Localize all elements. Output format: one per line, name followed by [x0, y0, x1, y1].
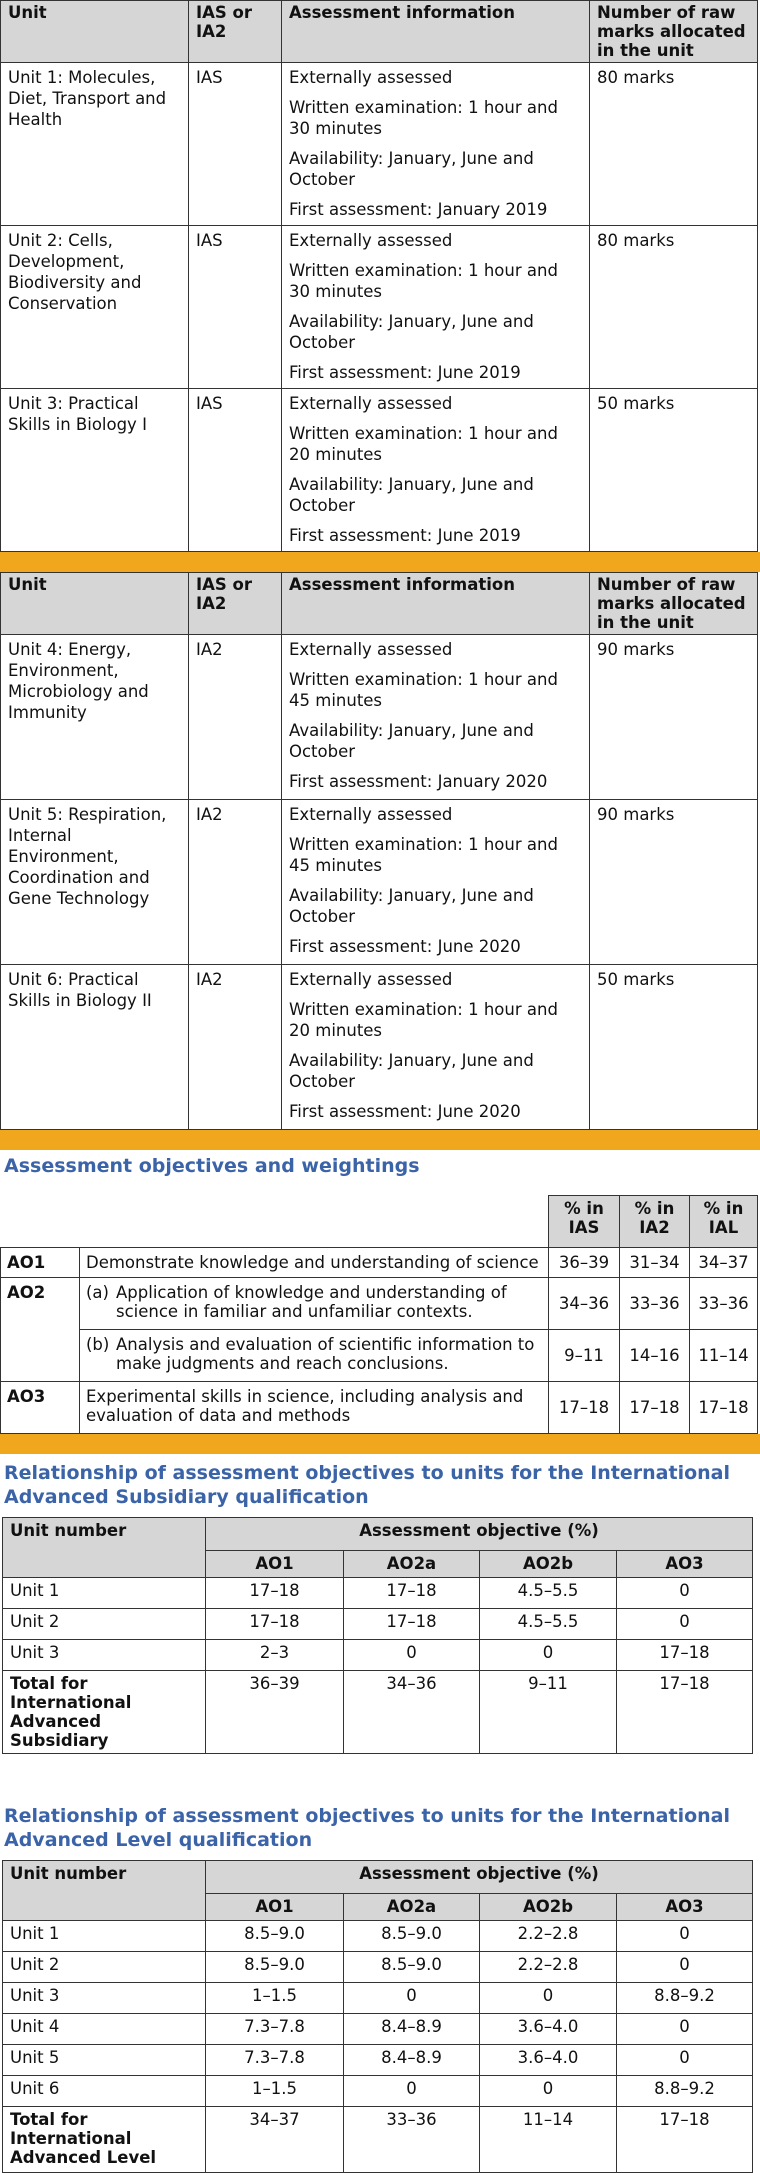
ao-description	[80, 1278, 549, 1330]
col-header: AO2b	[480, 1551, 617, 1578]
ao-value: 17–18	[620, 1382, 690, 1434]
info-line: Written examination: 1 hour and 30 minutes	[289, 98, 558, 138]
unit-marks: 80 marks	[590, 63, 758, 226]
table-cell: 2.2–2.8	[480, 1952, 617, 1983]
table-cell: 0	[480, 2076, 617, 2107]
assessment-objective-header: Assessment objective (%)	[206, 1518, 753, 1551]
unit-header: Unit	[1, 573, 189, 635]
ao-code: AO2	[1, 1278, 80, 1382]
table-row	[3, 1952, 753, 1983]
table-cell: 17–18	[617, 1640, 753, 1671]
ia2-units-table	[0, 572, 758, 1130]
assessment-info	[282, 389, 590, 552]
row-label: Unit 3	[3, 1640, 206, 1671]
row-label: Unit 1	[3, 1921, 206, 1952]
row-label: Unit 3	[3, 1983, 206, 2014]
ao-value: 17–18	[549, 1382, 620, 1434]
table-row	[3, 1609, 753, 1640]
row-label: Unit 1	[3, 1578, 206, 1609]
info-line: First assessment: June 2020	[289, 937, 521, 956]
ao-value: 34–37	[690, 1248, 758, 1278]
unit-name: Unit 1: Molecules, Diet, Transport and Health	[1, 63, 189, 226]
table-cell: 0	[617, 1952, 753, 1983]
unit-name: Unit 6: Practical Skills in Biology II	[1, 965, 189, 1130]
pct-ia2-header: % in IA2	[620, 1196, 690, 1248]
table-row	[1, 1248, 758, 1278]
ao-weightings-table	[0, 1195, 758, 1434]
ao-value: 33–36	[690, 1278, 758, 1330]
total-row	[3, 2107, 753, 2173]
total-label: Total for International Advanced Subsidiary	[3, 1671, 206, 1754]
table-row	[1, 1382, 758, 1434]
col-header: AO2b	[480, 1894, 617, 1921]
pct-ial-header: % in IAL	[690, 1196, 758, 1248]
assessment-info-header: Assessment information	[282, 573, 590, 635]
info-line: Availability: January, June and October	[289, 721, 534, 761]
table-cell: 1–1.5	[206, 2076, 344, 2107]
table-cell: 8.8–9.2	[617, 1983, 753, 2014]
table-cell: 0	[344, 1640, 480, 1671]
assessment-objective-header: Assessment objective (%)	[206, 1861, 753, 1894]
rel-ial-table	[2, 1860, 753, 2173]
sub-description: Analysis and evaluation of scientific information to make judgments and reach conclusions.	[116, 1335, 535, 1373]
rel-ias-title: Relationship of assessment objectives to units for the International Advanced Subsidiary qualification	[4, 1462, 731, 1508]
ao-description: Demonstrate knowledge and understanding of science	[80, 1248, 549, 1278]
ao-value: 11–14	[690, 1330, 758, 1382]
ao-value: 9–11	[549, 1330, 620, 1382]
table-cell: 34–37	[206, 2107, 344, 2173]
table-cell: 3.6–4.0	[480, 2014, 617, 2045]
table-header-row	[3, 1518, 753, 1551]
ias-units-table	[0, 0, 758, 552]
table-row	[1, 63, 758, 226]
table-cell: 8.5–9.0	[206, 1952, 344, 1983]
col-header: AO2a	[344, 1551, 480, 1578]
ao-code: AO1	[1, 1248, 80, 1278]
unit-name: Unit 4: Energy, Environment, Microbiology and Immunity	[1, 635, 189, 800]
info-line: Externally assessed	[289, 68, 453, 87]
info-line: Written examination: 1 hour and 45 minutes	[289, 670, 558, 710]
ao-description: Experimental skills in science, including analysis and evaluation of data and methods	[80, 1382, 549, 1434]
col-header: AO1	[206, 1551, 344, 1578]
ao-code: AO3	[1, 1382, 80, 1434]
table-cell: 8.4–8.9	[344, 2045, 480, 2076]
table-row	[3, 2045, 753, 2076]
info-line: Externally assessed	[289, 640, 453, 659]
table-cell: 0	[617, 1921, 753, 1952]
table-row	[3, 1578, 753, 1609]
table-cell: 34–36	[344, 1671, 480, 1754]
table-header-row	[3, 1861, 753, 1894]
unit-type: IA2	[189, 635, 282, 800]
ao-value: 33–36	[620, 1278, 690, 1330]
pct-ias-header: % in IAS	[549, 1196, 620, 1248]
info-line: Availability: January, June and October	[289, 149, 534, 189]
table-cell: 0	[617, 1609, 753, 1640]
assessment-info	[282, 965, 590, 1130]
row-label: Unit 2	[3, 1952, 206, 1983]
table-cell: 2–3	[206, 1640, 344, 1671]
table-cell: 33–36	[344, 2107, 480, 2173]
section-divider	[0, 1434, 760, 1454]
unit-type: IAS	[189, 63, 282, 226]
table-row	[1, 226, 758, 389]
info-line: Availability: January, June and October	[289, 886, 534, 926]
info-line: Written examination: 1 hour and 45 minutes	[289, 835, 558, 875]
unit-number-header: Unit number	[3, 1518, 206, 1578]
col-header: AO2a	[344, 1894, 480, 1921]
info-line: Written examination: 1 hour and 20 minutes	[289, 424, 558, 464]
table-cell: 7.3–7.8	[206, 2014, 344, 2045]
total-label: Total for International Advanced Level	[3, 2107, 206, 2173]
info-line: Written examination: 1 hour and 20 minutes	[289, 1000, 558, 1040]
info-line: Externally assessed	[289, 231, 453, 250]
rel-ial-title: Relationship of assessment objectives to units for the International Advanced Level qualification	[4, 1805, 731, 1851]
table-cell: 17–18	[617, 1671, 753, 1754]
total-row	[3, 1671, 753, 1754]
table-cell: 17–18	[206, 1578, 344, 1609]
unit-type: IA2	[189, 965, 282, 1130]
table-cell: 17–18	[344, 1578, 480, 1609]
section-divider	[0, 552, 760, 572]
table-header-row	[1, 1, 758, 63]
table-cell: 3.6–4.0	[480, 2045, 617, 2076]
table-row	[1, 800, 758, 965]
ao-value: 31–34	[620, 1248, 690, 1278]
table-row	[1, 389, 758, 552]
info-line: Externally assessed	[289, 394, 453, 413]
table-row	[1, 1278, 758, 1330]
table-cell: 2.2–2.8	[480, 1921, 617, 1952]
table-cell: 8.5–9.0	[344, 1952, 480, 1983]
ao-value: 36–39	[549, 1248, 620, 1278]
table-row	[1, 965, 758, 1130]
info-line: Externally assessed	[289, 805, 453, 824]
unit-marks: 80 marks	[590, 226, 758, 389]
table-row	[3, 1921, 753, 1952]
table-cell: 7.3–7.8	[206, 2045, 344, 2076]
table-cell: 8.8–9.2	[617, 2076, 753, 2107]
assessment-info	[282, 226, 590, 389]
info-line: Externally assessed	[289, 970, 453, 989]
section-divider	[0, 1130, 760, 1150]
table-cell: 9–11	[480, 1671, 617, 1754]
table-cell: 17–18	[344, 1609, 480, 1640]
col-header: AO3	[617, 1894, 753, 1921]
table-cell: 0	[344, 1983, 480, 2014]
table-cell: 0	[480, 1983, 617, 2014]
assessment-info	[282, 63, 590, 226]
table-row	[1, 635, 758, 800]
info-line: First assessment: January 2019	[289, 200, 548, 219]
unit-type: IA2	[189, 800, 282, 965]
assessment-info	[282, 800, 590, 965]
table-cell: 17–18	[617, 2107, 753, 2173]
table-header-row	[1, 1196, 758, 1248]
ao-section-title: Assessment objectives and weightings	[4, 1155, 420, 1177]
table-cell: 8.4–8.9	[344, 2014, 480, 2045]
unit-header: Unit	[1, 1, 189, 63]
raw-marks-header: Number of raw marks allocated in the unit	[590, 573, 758, 635]
ias-ia2-header: IAS or IA2	[189, 573, 282, 635]
table-row	[3, 1983, 753, 2014]
table-cell: 0	[617, 1578, 753, 1609]
row-label: Unit 6	[3, 2076, 206, 2107]
ao-value: 17–18	[690, 1382, 758, 1434]
unit-name: Unit 5: Respiration, Internal Environment, Coordination and Gene Technology	[1, 800, 189, 965]
unit-type: IAS	[189, 226, 282, 389]
unit-marks: 50 marks	[590, 965, 758, 1130]
table-cell: 4.5–5.5	[480, 1609, 617, 1640]
col-header: AO3	[617, 1551, 753, 1578]
ao-description	[80, 1330, 549, 1382]
table-cell: 8.5–9.0	[344, 1921, 480, 1952]
info-line: Availability: January, June and October	[289, 475, 534, 515]
unit-marks: 50 marks	[590, 389, 758, 552]
table-cell: 17–18	[206, 1609, 344, 1640]
table-cell: 0	[617, 2045, 753, 2076]
assessment-info-header: Assessment information	[282, 1, 590, 63]
unit-name: Unit 3: Practical Skills in Biology I	[1, 389, 189, 552]
unit-marks: 90 marks	[590, 635, 758, 800]
sub-description: Application of knowledge and understanding of science in familiar and unfamiliar contexts.	[116, 1283, 507, 1321]
info-line: First assessment: June 2019	[289, 363, 521, 382]
unit-name: Unit 2: Cells, Development, Biodiversity and Conservation	[1, 226, 189, 389]
ao-value: 14–16	[620, 1330, 690, 1382]
assessment-info	[282, 635, 590, 800]
table-cell: 4.5–5.5	[480, 1578, 617, 1609]
info-line: First assessment: January 2020	[289, 772, 548, 791]
table-cell: 11–14	[480, 2107, 617, 2173]
table-cell: 8.5–9.0	[206, 1921, 344, 1952]
row-label: Unit 2	[3, 1609, 206, 1640]
info-line: Availability: January, June and October	[289, 312, 534, 352]
row-label: Unit 4	[3, 2014, 206, 2045]
unit-type: IAS	[189, 389, 282, 552]
table-cell: 1–1.5	[206, 1983, 344, 2014]
table-cell: 0	[617, 2014, 753, 2045]
rel-ias-table	[2, 1517, 753, 1754]
unit-marks: 90 marks	[590, 800, 758, 965]
table-row	[3, 2014, 753, 2045]
table-cell: 0	[480, 1640, 617, 1671]
unit-number-header: Unit number	[3, 1861, 206, 1921]
table-cell: 36–39	[206, 1671, 344, 1754]
table-row	[3, 2076, 753, 2107]
ao-value: 34–36	[549, 1278, 620, 1330]
info-line: Availability: January, June and October	[289, 1051, 534, 1091]
sub-label: (a)	[86, 1283, 109, 1302]
info-line: First assessment: June 2019	[289, 526, 521, 545]
table-cell: 0	[344, 2076, 480, 2107]
info-line: First assessment: June 2020	[289, 1102, 521, 1121]
info-line: Written examination: 1 hour and 30 minutes	[289, 261, 558, 301]
col-header: AO1	[206, 1894, 344, 1921]
ias-ia2-header: IAS or IA2	[189, 1, 282, 63]
table-row	[1, 1330, 758, 1382]
row-label: Unit 5	[3, 2045, 206, 2076]
table-header-row	[1, 573, 758, 635]
table-row	[3, 1640, 753, 1671]
sub-label: (b)	[86, 1335, 110, 1354]
raw-marks-header: Number of raw marks allocated in the unit	[590, 1, 758, 63]
